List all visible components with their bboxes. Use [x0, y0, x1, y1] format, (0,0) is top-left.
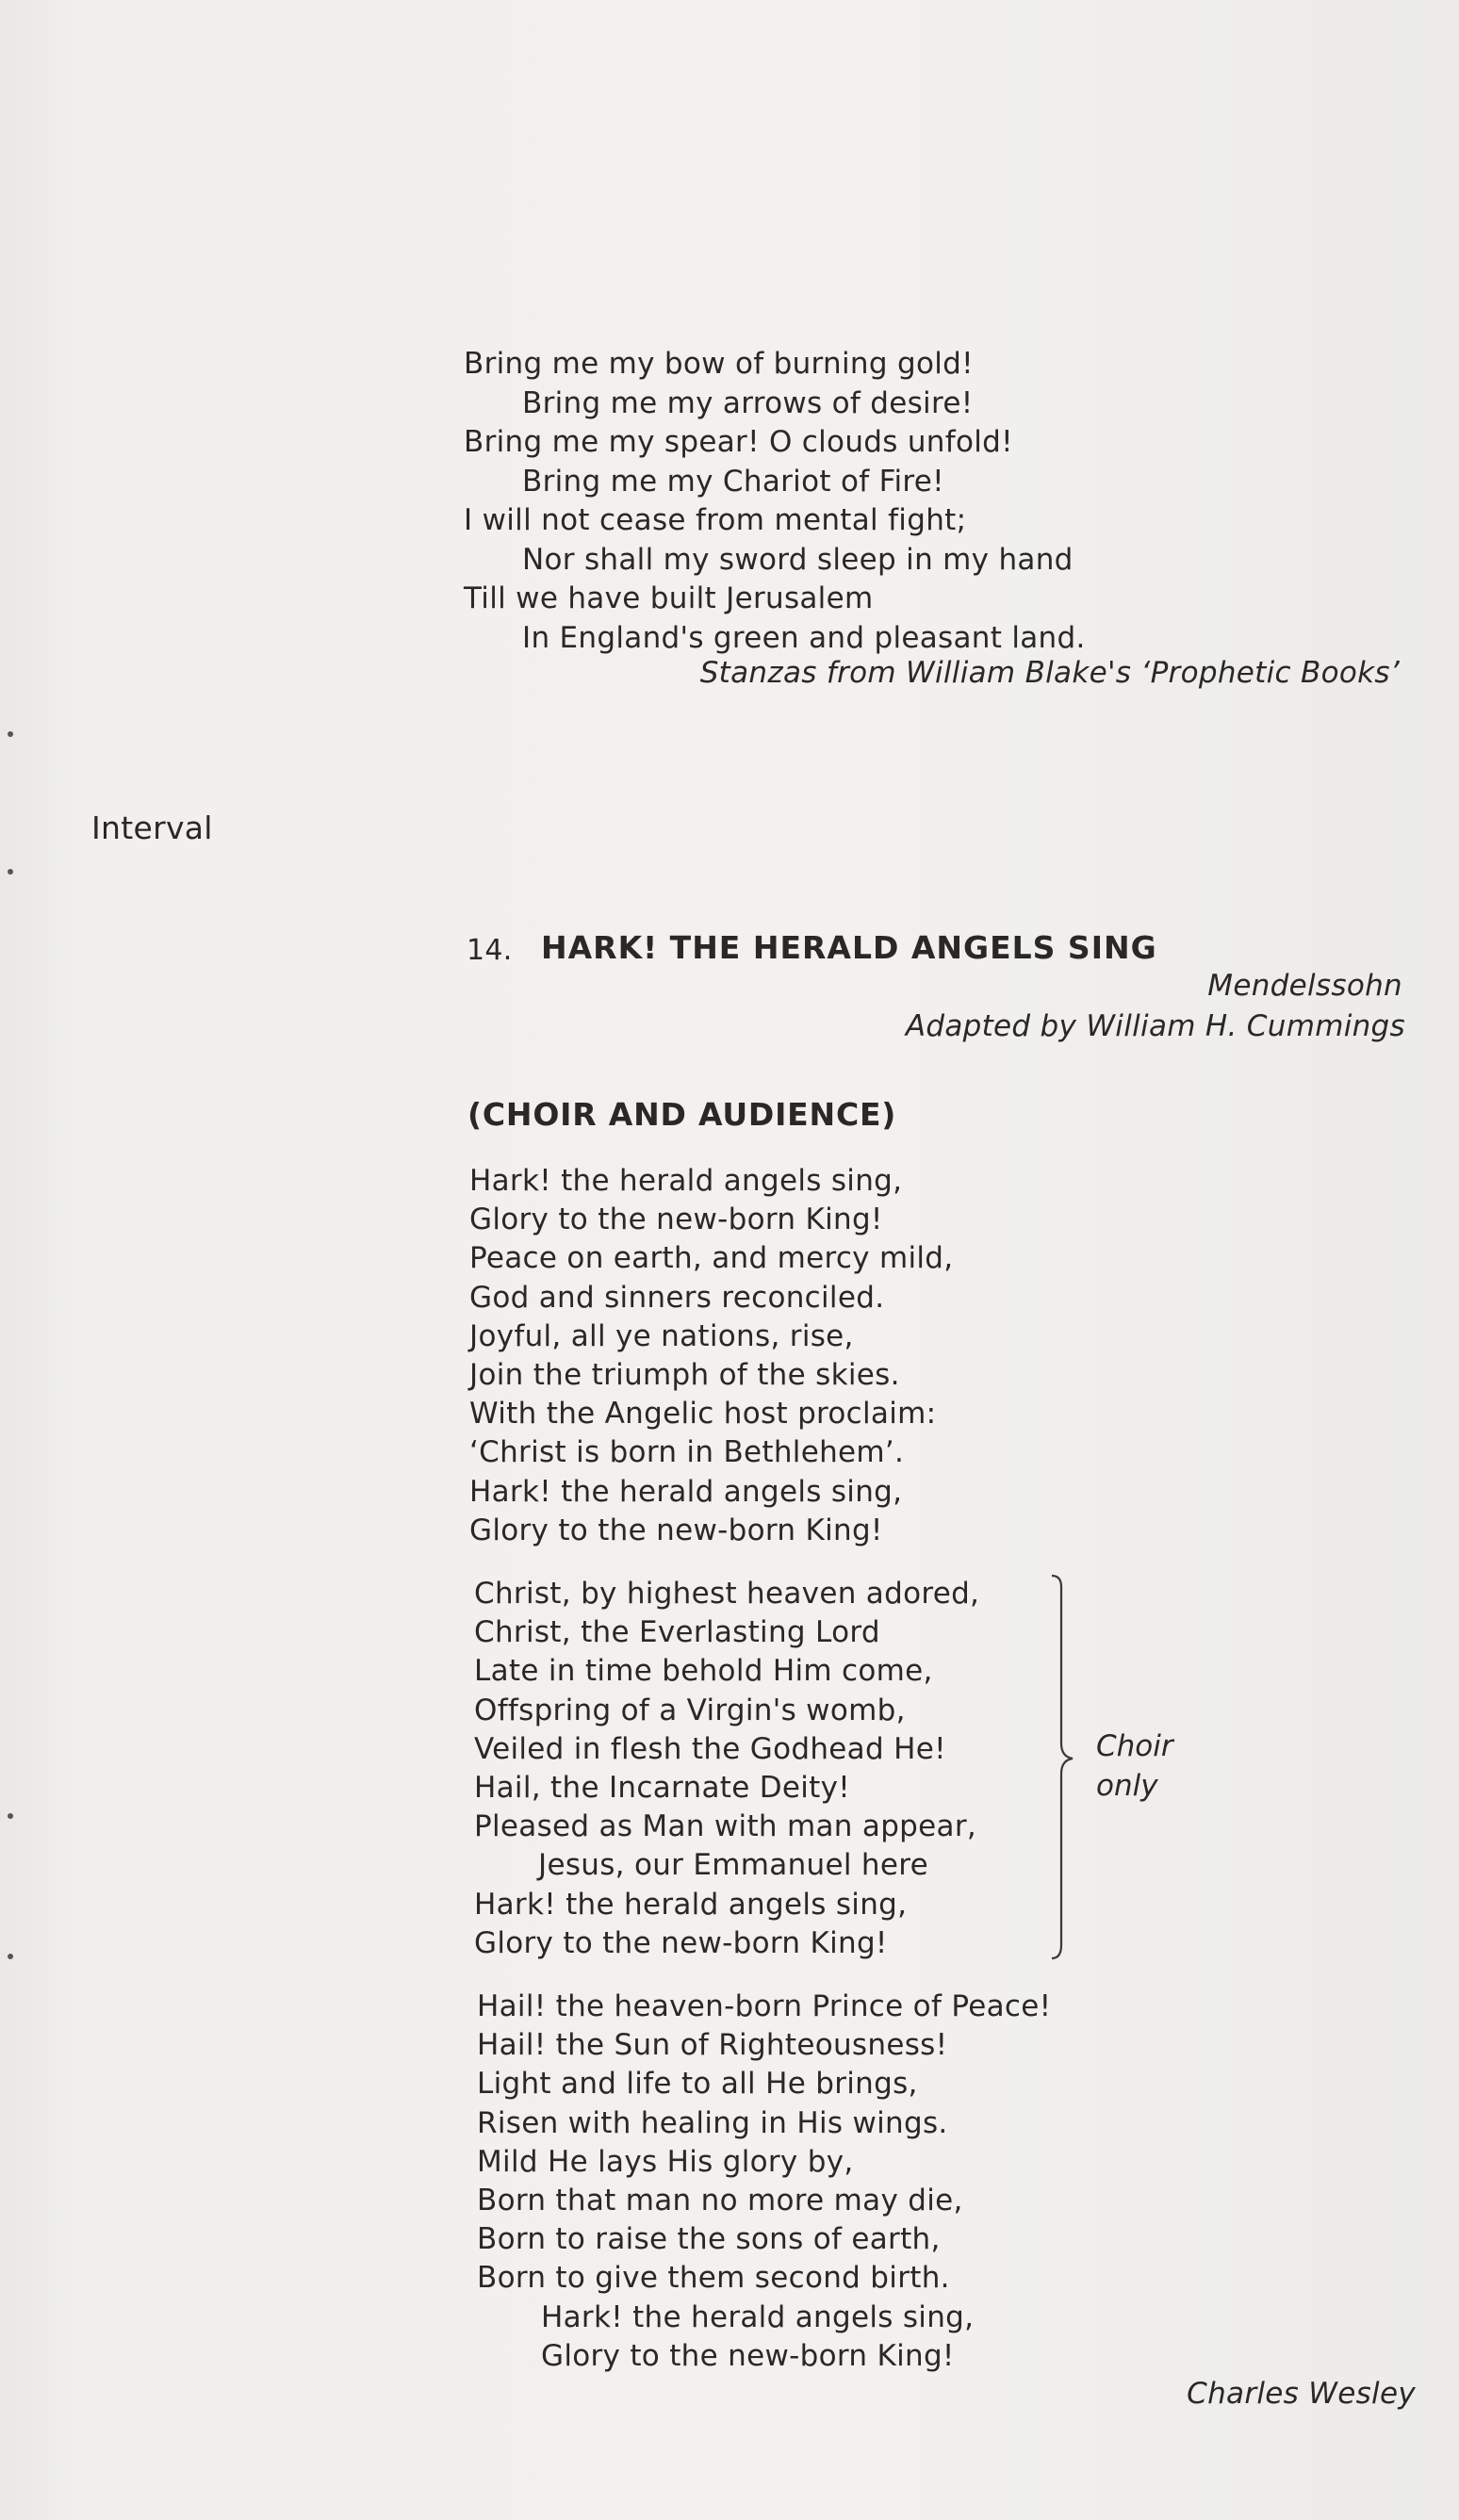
margin-mark — [8, 869, 13, 875]
verse-line: Christ, by highest heaven adored, — [474, 1577, 980, 1611]
verse-line: Till we have built Jerusalem — [464, 581, 874, 615]
verse-line: Born to raise the sons of earth, — [477, 2222, 941, 2257]
verse-line: Peace on earth, and mercy mild, — [469, 1241, 954, 1276]
choir-note-line-2: only — [1096, 1769, 1158, 1803]
verse-line: With the Angelic host proclaim: — [469, 1397, 937, 1432]
verse-line: Late in time behold Him come, — [474, 1654, 933, 1689]
verse-line: Nor shall my sword sleep in my hand — [522, 542, 1074, 577]
verse-line: God and sinners reconciled. — [469, 1280, 885, 1315]
choir-only-brace — [1048, 1572, 1086, 1968]
verse-line: Born that man no more may die, — [477, 2183, 963, 2217]
hymn-author: Charles Wesley — [1187, 2377, 1416, 2411]
verse-line: Christ, the Everlasting Lord — [474, 1615, 880, 1650]
verse-line: Pleased as Man with man appear, — [474, 1809, 977, 1844]
verse-line: Hark! the herald angels sing, — [469, 1474, 903, 1509]
margin-mark — [8, 1954, 13, 1959]
hymn-title: HARK! THE HERALD ANGELS SING — [541, 929, 1157, 966]
poem-attribution: Stanzas from William Blake's ‘Prophetic Books’ — [699, 656, 1400, 690]
verse-2 — [474, 1575, 979, 1963]
verse-3 — [477, 1988, 1051, 2376]
verse-line: Bring me my Chariot of Fire! — [522, 464, 944, 499]
verse-line: Bring me my arrows of desire! — [522, 385, 974, 420]
choir-note-line-1: Choir — [1096, 1729, 1173, 1763]
verse-line: Offspring of a Virgin's womb, — [474, 1693, 906, 1727]
hymn-performers: (CHOIR AND AUDIENCE) — [467, 1096, 897, 1133]
margin-mark — [8, 1813, 13, 1819]
verse-line: Hark! the herald angels sing, — [541, 2299, 975, 2334]
verse-line: In England's green and pleasant land. — [522, 620, 1086, 655]
hymn-number: 14. — [467, 934, 513, 967]
verse-line: Glory to the new-born King! — [469, 1513, 883, 1547]
poem-stanza — [464, 345, 1086, 658]
verse-line: Hail! the heaven-born Prince of Peace! — [477, 1989, 1052, 2023]
verse-line: Glory to the new-born King! — [474, 1925, 888, 1960]
hymn-composer: Mendelssohn — [1207, 969, 1402, 1003]
verse-line: Mild He lays His glory by, — [477, 2144, 854, 2179]
verse-line: Veiled in flesh the Godhead He! — [474, 1731, 946, 1766]
verse-line: Hark! the herald angels sing, — [469, 1164, 903, 1198]
margin-mark — [8, 731, 13, 737]
verse-line: Risen with healing in His wings. — [477, 2105, 948, 2140]
verse-line: Hark! the herald angels sing, — [474, 1887, 908, 1922]
hymn-adapter: Adapted by William H. Cummings — [905, 1009, 1405, 1043]
verse-line: Born to give them second birth. — [477, 2261, 950, 2296]
verse-line: Glory to the new-born King! — [469, 1203, 883, 1237]
verse-line: Hail! the Sun of Righteousness! — [477, 2028, 948, 2063]
verse-line: Hail, the Incarnate Deity! — [474, 1770, 851, 1805]
verse-line: Bring me my spear! O clouds unfold! — [464, 425, 1013, 459]
verse-line: Jesus, our Emmanuel here — [538, 1848, 928, 1883]
verse-line: Join the triumph of the skies. — [469, 1357, 900, 1392]
verse-line: Glory to the new-born King! — [541, 2338, 955, 2373]
verse-line: I will not cease from mental fight; — [464, 503, 967, 537]
verse-line: Bring me my bow of burning gold! — [464, 347, 974, 381]
verse-line: Joyful, all ye nations, rise, — [469, 1318, 854, 1353]
interval-label: Interval — [91, 810, 213, 846]
verse-line: Light and life to all He brings, — [477, 2067, 918, 2102]
verse-1 — [469, 1162, 953, 1550]
verse-line: ‘Christ is born in Bethlehem’. — [469, 1435, 905, 1470]
